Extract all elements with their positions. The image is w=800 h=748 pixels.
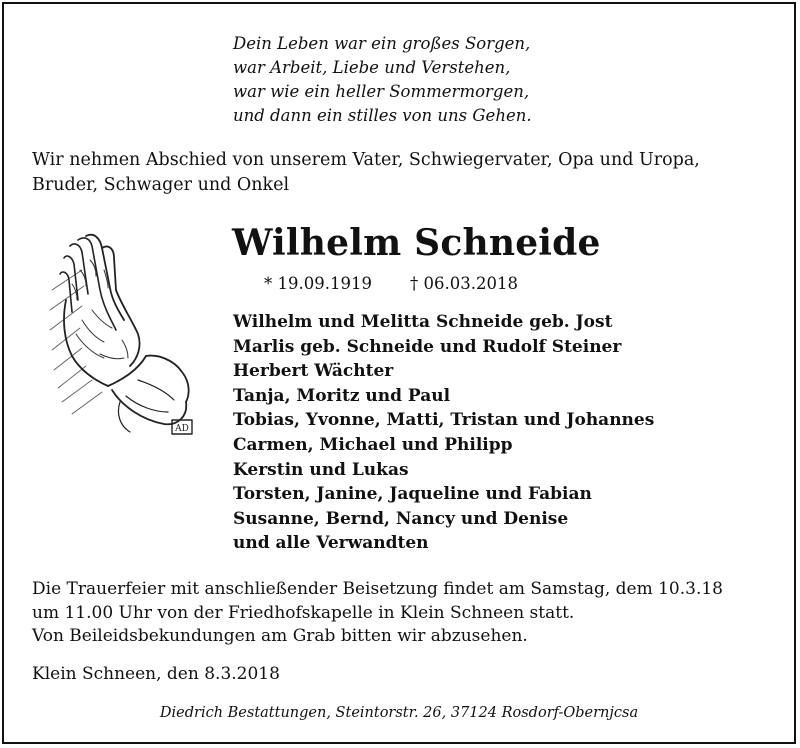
- deceased-name: Wilhelm Schneide: [232, 222, 601, 264]
- birth-date: * 19.09.1919: [264, 274, 372, 293]
- ceremony-line: Von Beileidsbekundungen am Grab bitten wir abzusehen.: [32, 626, 528, 646]
- mourner-line: Marlis geb. Schneide und Rudolf Steiner: [233, 336, 622, 357]
- poem-line: war wie ein heller Sommermorgen,: [233, 82, 530, 101]
- mourner-line: Kerstin und Lukas: [233, 459, 409, 480]
- poem-line: war Arbeit, Liebe und Verstehen,: [233, 58, 511, 77]
- ceremony-line: Die Trauerfeier mit anschließender Beisetzung findet am Samstag, dem 10.3.18: [32, 579, 723, 599]
- intro-line: Wir nehmen Abschied von unserem Vater, Schwiegervater, Opa und Uropa,: [32, 150, 700, 170]
- ceremony-details: [32, 578, 723, 649]
- praying-hands-icon: [42, 230, 202, 440]
- undertaker-footer: Diedrich Bestattungen, Steintorstr. 26, 37124 Rosdorf-Obernjcsa: [159, 705, 639, 721]
- mourner-line: Tanja, Moritz und Paul: [233, 385, 451, 406]
- poem-line: und dann ein stilles von uns Gehen.: [233, 106, 532, 125]
- monogram: AD: [175, 424, 189, 434]
- death-date: † 06.03.2018: [409, 274, 518, 293]
- mourner-line: und alle Verwandten: [233, 533, 429, 554]
- mourner-line: Carmen, Michael und Philipp: [233, 434, 513, 455]
- mourner-line: Torsten, Janine, Jaqueline und Fabian: [233, 484, 592, 505]
- mourner-line: Susanne, Bernd, Nancy und Denise: [233, 508, 569, 529]
- place-and-date: Klein Schneen, den 8.3.2018: [32, 664, 280, 684]
- poem-line: Dein Leben war ein großes Sorgen,: [233, 34, 531, 53]
- ceremony-line: um 11.00 Uhr von der Friedhofskapelle in Klein Schneen statt.: [32, 602, 575, 623]
- farewell-intro: [32, 148, 700, 198]
- mourner-line: Herbert Wächter: [233, 361, 394, 382]
- mourner-line: Tobias, Yvonne, Matti, Tristan und Johannes: [233, 410, 655, 431]
- obituary-notice: [2, 2, 796, 744]
- mourners-list: [233, 310, 654, 556]
- intro-line: Bruder, Schwager und Onkel: [32, 175, 290, 195]
- mourner-line: Wilhelm und Melitta Schneide geb. Jost: [233, 312, 613, 332]
- poem: [233, 32, 532, 128]
- life-dates: [264, 274, 518, 293]
